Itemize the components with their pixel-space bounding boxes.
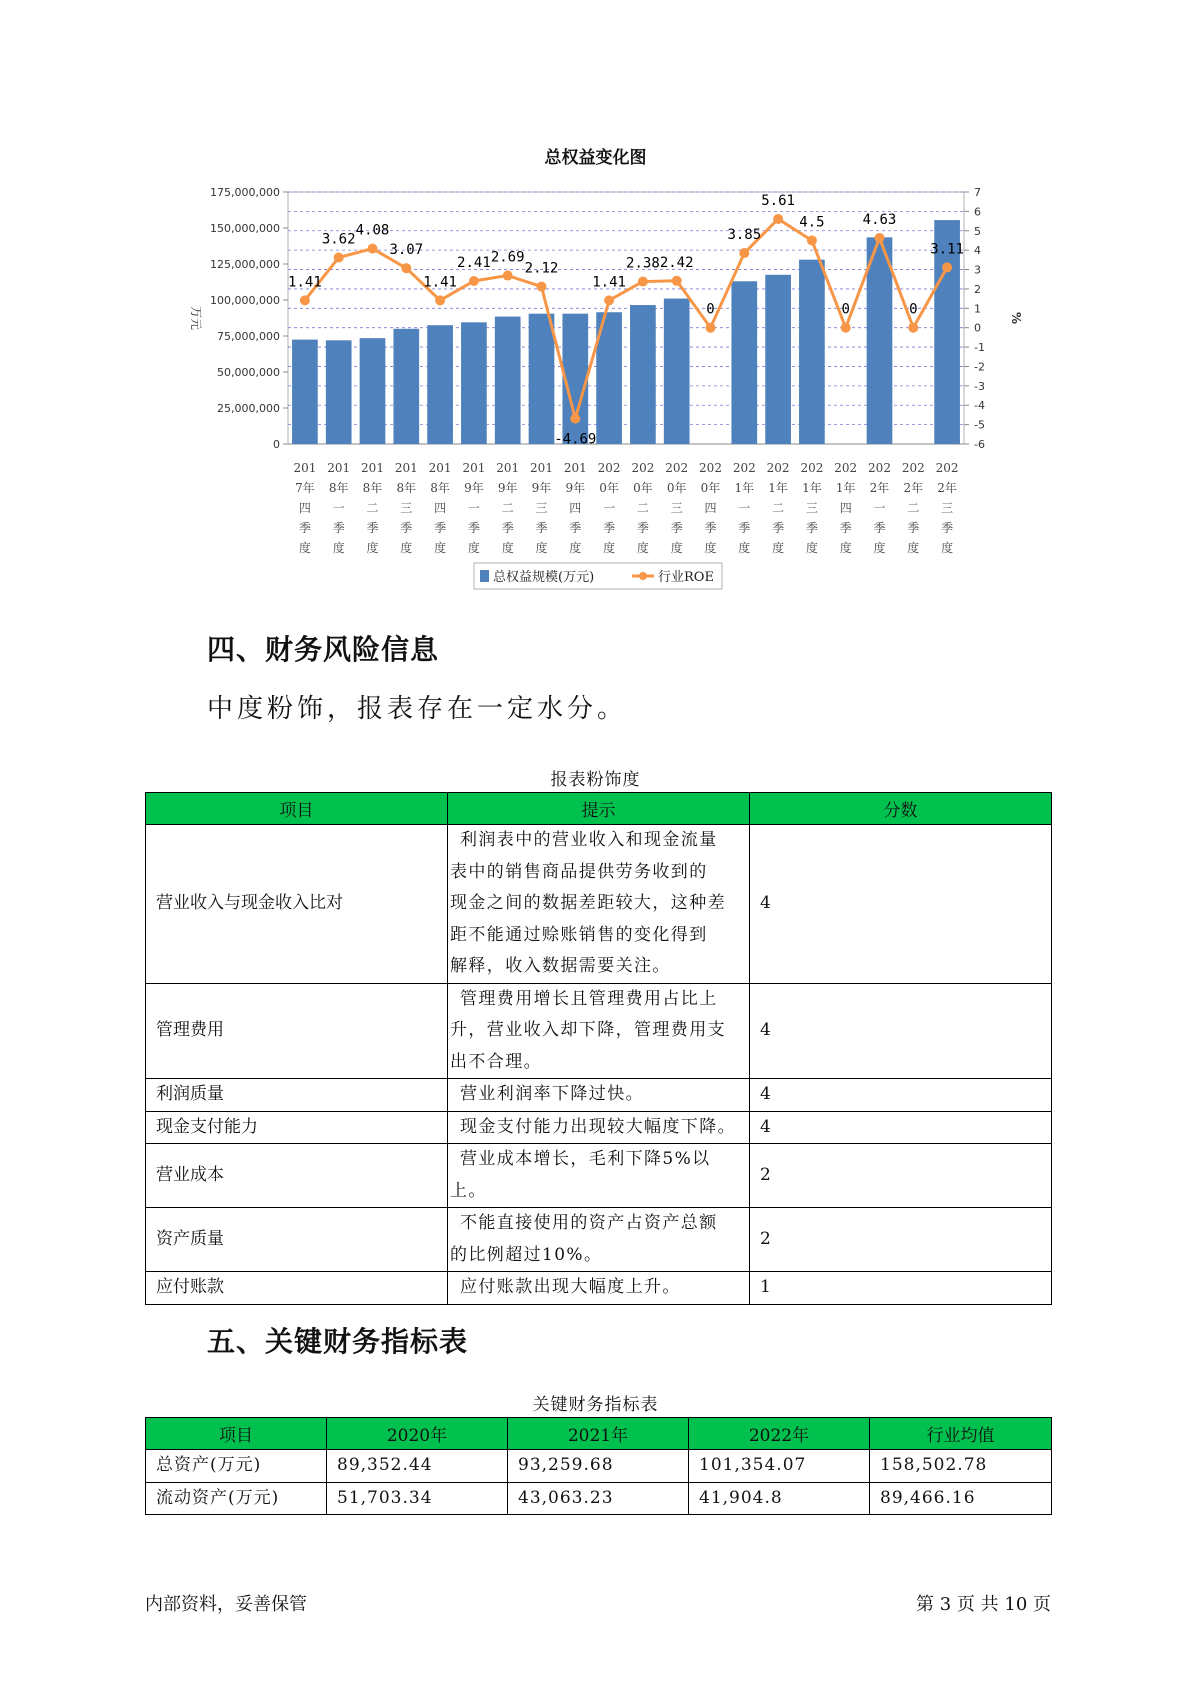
x-tick-label: 9年 (497, 481, 518, 495)
y2-tick-label: 7 (974, 186, 981, 199)
risk-hint-line: 利润表中的营业收入和现金流量 (460, 830, 718, 850)
x-tick-label: 四 (434, 501, 447, 515)
metrics-table-header (146, 1418, 1052, 1450)
x-tick-label: 季 (738, 521, 751, 535)
x-tick-label: 9年 (565, 481, 586, 495)
roe-data-label: 0 (706, 301, 715, 318)
x-tick-label: 三 (670, 501, 683, 515)
x-tick-label: 8年 (328, 481, 349, 495)
risk-hint-line: 升，营业收入却下降，管理费用支 (450, 1020, 726, 1040)
y2-tick-label: 0 (974, 321, 981, 335)
x-tick-label: 202 (901, 461, 925, 475)
x-tick-label: 季 (298, 521, 311, 535)
roe-point (604, 295, 614, 305)
x-tick-label: 一 (873, 501, 886, 515)
x-tick-label: 202 (665, 461, 689, 475)
x-tick-label: 9年 (464, 481, 484, 495)
x-tick-label: 季 (873, 521, 886, 535)
y-tick-label: 125,000,000 (210, 258, 280, 271)
roe-data-label: 4.08 (355, 222, 390, 239)
roe-point (570, 414, 580, 424)
x-tick-label: 202 (699, 461, 722, 475)
x-tick-label: 0年 (599, 481, 619, 495)
x-tick-label: 202 (631, 461, 655, 475)
x-tick-label: 二 (907, 501, 920, 515)
x-tick-label: 度 (501, 541, 514, 555)
x-tick-label: 度 (805, 541, 818, 555)
metrics-table-caption: 关键财务指标表 (532, 1395, 659, 1415)
roe-data-label: 2.12 (524, 260, 559, 277)
x-tick-label: 季 (366, 521, 379, 535)
risk-item-cell: 现金支付能力 (146, 1111, 448, 1144)
x-tick-label: 四 (839, 501, 852, 515)
table-row (146, 1111, 1052, 1144)
risk-hint-line: 应付账款出现大幅度上升。 (460, 1277, 681, 1297)
y-tick-label: 150,000,000 (210, 222, 280, 235)
x-tick-label: 度 (366, 541, 379, 555)
x-tick-label: 季 (501, 521, 514, 535)
roe-data-label: 3.07 (389, 242, 424, 259)
x-tick-label: 二 (501, 501, 514, 515)
roe-point (469, 276, 479, 286)
risk-hint-line: 解释，收入数据需要关注。 (450, 956, 671, 976)
metrics-header-cell: 项目 (146, 1418, 327, 1450)
x-tick-label: 8年 (430, 481, 450, 495)
risk-item-cell: 资产质量 (146, 1208, 448, 1272)
roe-data-label: 4.63 (862, 211, 897, 228)
metrics-cell: 总资产(万元) (146, 1450, 327, 1483)
roe-data-label: 2.69 (490, 249, 525, 266)
y2-tick-label: 1 (974, 302, 981, 316)
risk-header-cell: 分数 (750, 793, 1052, 825)
x-tick-label: 2年 (903, 481, 924, 495)
risk-score-cell: 2 (750, 1144, 1052, 1208)
roe-point (368, 244, 378, 254)
metrics-cell: 89,352.44 (327, 1450, 508, 1483)
equity-bar (630, 305, 656, 444)
risk-hint-cell (448, 1208, 750, 1272)
x-tick-label: 7年 (295, 481, 315, 495)
metrics-cell: 89,466.16 (870, 1482, 1052, 1515)
roe-data-label: 2.41 (457, 254, 491, 271)
metrics-cell: 41,904.8 (689, 1482, 870, 1515)
x-tick-label: 度 (772, 541, 785, 555)
risk-header-cell: 提示 (448, 793, 750, 825)
roe-point (503, 271, 513, 281)
x-tick-label: 9年 (531, 481, 552, 495)
x-tick-label: 1年 (835, 481, 856, 495)
risk-hint-cell (448, 825, 750, 984)
x-tick-label: 二 (366, 501, 379, 515)
roe-data-label: 2.42 (659, 254, 694, 271)
table-row (146, 1079, 1052, 1112)
metrics-header-cell: 行业均值 (870, 1418, 1052, 1450)
risk-hint-line: 出不合理。 (450, 1051, 542, 1072)
x-tick-label: 201 (563, 461, 587, 475)
risk-section-heading: 四、财务风险信息 (207, 633, 440, 666)
roe-point (401, 263, 411, 273)
y2-tick-label: -2 (974, 360, 985, 374)
roe-data-label: 3.85 (727, 227, 762, 244)
table-row (146, 1482, 1052, 1515)
roe-point (537, 282, 547, 292)
risk-hint-line: 的比例超过10%。 (450, 1244, 603, 1265)
y2-tick-label: -5 (974, 418, 985, 432)
roe-point (739, 248, 749, 258)
roe-point (841, 323, 851, 333)
x-tick-label: 季 (467, 521, 480, 535)
chart-title: 总权益变化图 (544, 148, 647, 168)
x-tick-label: 202 (868, 461, 891, 475)
legend-bar-label: 总权益规模(万元) (493, 570, 595, 585)
risk-header-cell: 项目 (146, 793, 448, 825)
x-tick-label: 度 (738, 541, 751, 555)
metrics-cell: 158,502.78 (870, 1450, 1052, 1483)
equity-bar (799, 260, 825, 444)
x-tick-label: 201 (530, 461, 553, 475)
risk-item-cell: 营业收入与现金收入比对 (146, 825, 448, 984)
x-tick-label: 202 (597, 461, 621, 475)
risk-hint-line: 现金支付能力出现较大幅度下降。 (460, 1116, 736, 1137)
y-tick-label: 50,000,000 (217, 366, 280, 379)
x-tick-label: 2年 (869, 481, 890, 495)
roe-data-label: 5.61 (761, 192, 795, 209)
plot-area (288, 192, 964, 444)
y2-tick-label: 6 (974, 205, 981, 219)
x-tick-label: 季 (670, 521, 683, 535)
x-tick-label: 四 (298, 501, 311, 515)
y2-tick-label: 5 (974, 224, 981, 238)
x-tick-label: 度 (941, 541, 954, 555)
x-tick-label: 202 (834, 461, 858, 475)
x-tick-label: 季 (332, 521, 345, 535)
risk-table (145, 792, 1052, 1305)
y-tick-label: 75,000,000 (217, 330, 280, 343)
x-tick-label: 202 (732, 461, 756, 475)
roe-data-label: 2.38 (626, 255, 660, 272)
x-tick-label: 季 (839, 521, 852, 535)
x-tick-label: 1年 (802, 481, 822, 495)
equity-bar (461, 322, 487, 444)
roe-data-label: 3.62 (321, 231, 356, 248)
legend-line-label: 行业ROE (658, 570, 714, 585)
equity-bar (292, 340, 318, 444)
roe-data-label: 4.5 (799, 214, 825, 231)
metrics-header-cell: 2022年 (689, 1418, 870, 1450)
legend-line-marker (639, 572, 647, 580)
metrics-header-cell: 2021年 (508, 1418, 689, 1450)
risk-score-cell: 4 (750, 825, 1052, 984)
metrics-cell: 93,259.68 (508, 1450, 689, 1483)
x-tick-label: 201 (327, 461, 351, 475)
x-tick-label: 0年 (700, 481, 721, 495)
risk-item-cell: 管理费用 (146, 983, 448, 1079)
equity-bar (765, 275, 791, 444)
x-tick-label: 季 (603, 521, 616, 535)
risk-item-cell: 营业成本 (146, 1144, 448, 1208)
table-row (146, 1450, 1052, 1483)
equity-chart (0, 170, 1191, 590)
risk-score-cell: 2 (750, 1208, 1052, 1272)
x-tick-label: 度 (839, 541, 852, 555)
x-tick-label: 三 (805, 501, 818, 515)
risk-hint-line: 表中的销售商品提供劳务收到的 (450, 861, 708, 882)
x-tick-label: 202 (935, 461, 959, 475)
x-tick-label: 季 (636, 521, 649, 535)
x-tick-label: 季 (704, 521, 717, 535)
x-tick-label: 度 (535, 541, 548, 555)
risk-item-cell: 利润质量 (146, 1079, 448, 1112)
roe-data-label: 0 (841, 301, 850, 318)
risk-hint-line: 管理费用增长且管理费用占比上 (460, 988, 718, 1009)
x-tick-label: 1年 (768, 481, 788, 495)
risk-hint-line: 营业利润率下降过快。 (460, 1084, 644, 1104)
y-tick-label: 100,000,000 (210, 294, 280, 307)
roe-data-label: 1.41 (423, 274, 457, 291)
x-tick-label: 一 (738, 501, 751, 515)
risk-hint-cell (448, 1079, 750, 1112)
x-tick-label: 季 (569, 521, 582, 535)
table-row (146, 1144, 1052, 1208)
risk-hint-cell (448, 1111, 750, 1144)
y2-tick-label: 2 (974, 282, 981, 296)
x-tick-label: 四 (569, 501, 582, 515)
roe-point (942, 262, 952, 272)
metrics-cell: 101,354.07 (689, 1450, 870, 1483)
roe-point (773, 214, 783, 224)
x-tick-label: 三 (535, 501, 548, 515)
x-tick-label: 季 (941, 521, 954, 535)
x-tick-label: 202 (766, 461, 790, 475)
roe-point (300, 295, 310, 305)
equity-bar (427, 325, 453, 444)
x-tick-label: 201 (361, 461, 384, 475)
x-tick-label: 四 (704, 501, 717, 515)
y2-tick-label: -1 (974, 341, 985, 355)
roe-point (638, 277, 648, 287)
roe-point (807, 235, 817, 245)
risk-hint-cell (448, 1144, 750, 1208)
y-tick-label: 0 (273, 438, 280, 451)
table-row (146, 825, 1052, 984)
y2-tick-label: -6 (974, 438, 985, 451)
equity-bar (664, 299, 690, 444)
x-tick-label: 度 (467, 541, 480, 555)
x-tick-label: 度 (704, 541, 717, 555)
x-tick-label: 度 (670, 541, 683, 555)
y2-tick-label: 4 (974, 244, 981, 258)
risk-table-header (146, 793, 1052, 825)
metrics-header-cell: 2020年 (327, 1418, 508, 1450)
x-tick-label: 0年 (666, 481, 687, 495)
x-tick-label: 0年 (633, 481, 653, 495)
table-row (146, 1208, 1052, 1272)
x-tick-label: 201 (394, 461, 418, 475)
x-tick-label: 201 (428, 461, 452, 475)
y2-tick-label: 3 (974, 263, 981, 277)
x-tick-label: 202 (800, 461, 824, 475)
risk-hint-line: 距不能通过赊账销售的变化得到 (450, 924, 708, 945)
roe-point (672, 276, 682, 286)
roe-data-label: 1.41 (592, 274, 626, 291)
risk-summary: 中度粉饰，报表存在一定水分。 (207, 694, 628, 724)
risk-score-cell: 4 (750, 1079, 1052, 1112)
y2-tick-label: -4 (974, 399, 985, 413)
x-tick-label: 一 (332, 501, 345, 515)
x-tick-label: 度 (298, 541, 311, 555)
risk-hint-cell (448, 1272, 750, 1305)
equity-bar (326, 340, 352, 444)
table-row (146, 983, 1052, 1079)
x-tick-label: 三 (400, 501, 413, 515)
risk-table-caption: 报表粉饰度 (550, 770, 641, 790)
metrics-cell: 流动资产(万元) (146, 1482, 327, 1515)
x-tick-label: 201 (293, 461, 317, 475)
x-tick-label: 1年 (734, 481, 755, 495)
equity-bar (393, 329, 419, 444)
x-tick-label: 季 (772, 521, 785, 535)
x-tick-label: 度 (603, 541, 616, 555)
roe-data-label: 0 (909, 301, 918, 318)
x-tick-label: 季 (805, 521, 818, 535)
x-tick-label: 三 (941, 501, 954, 515)
x-tick-label: 8年 (396, 481, 417, 495)
roe-point (875, 233, 885, 243)
metrics-table (145, 1417, 1052, 1515)
risk-item-cell: 应付账款 (146, 1272, 448, 1305)
roe-point (706, 323, 716, 333)
risk-hint-cell (448, 983, 750, 1079)
roe-point (908, 323, 918, 333)
x-tick-label: 2年 (937, 481, 957, 495)
x-tick-label: 一 (467, 501, 480, 515)
x-tick-label: 度 (907, 541, 920, 555)
metrics-cell: 51,703.34 (327, 1482, 508, 1515)
x-tick-label: 度 (332, 541, 345, 555)
equity-bar (731, 281, 757, 444)
equity-bar (867, 237, 893, 444)
x-tick-label: 度 (434, 541, 447, 555)
roe-point (334, 253, 344, 263)
x-tick-label: 8年 (362, 481, 383, 495)
roe-data-label: 1.41 (288, 274, 322, 291)
x-tick-label: 二 (636, 501, 649, 515)
footer-page-number: 第 3 页 共 10 页 (916, 1594, 1051, 1615)
y-tick-label: 25,000,000 (217, 402, 280, 415)
y2-tick-label: -3 (974, 379, 985, 393)
x-tick-label: 二 (772, 501, 785, 515)
roe-point (435, 295, 445, 305)
risk-score-cell: 1 (750, 1272, 1052, 1305)
equity-bar (529, 314, 555, 444)
x-tick-label: 201 (496, 461, 520, 475)
roe-data-label: 3.11 (930, 241, 964, 258)
x-tick-label: 一 (603, 501, 616, 515)
footer-confidential-note: 内部资料，妥善保管 (145, 1594, 307, 1615)
risk-hint-line: 不能直接使用的资产占资产总额 (460, 1213, 718, 1233)
x-tick-label: 度 (569, 541, 582, 555)
y2-axis-label: % (1009, 311, 1023, 325)
legend-bar-swatch (480, 570, 489, 582)
y-tick-label: 175,000,000 (210, 186, 280, 199)
x-tick-label: 度 (636, 541, 649, 555)
risk-hint-line: 营业成本增长，毛利下降5%以上。 (450, 1149, 711, 1201)
roe-data-label: -4.69 (554, 431, 597, 448)
x-tick-label: 201 (462, 461, 486, 475)
metrics-cell: 43,063.23 (508, 1482, 689, 1515)
x-tick-label: 季 (400, 521, 413, 535)
x-tick-label: 季 (434, 521, 447, 535)
risk-hint-line: 现金之间的数据差距较大，这种差 (450, 893, 726, 913)
x-tick-label: 度 (400, 541, 413, 555)
metrics-section-heading: 五、关键财务指标表 (207, 1325, 469, 1358)
risk-score-cell: 4 (750, 983, 1052, 1079)
x-tick-label: 度 (873, 541, 886, 555)
table-row (146, 1272, 1052, 1305)
y-axis-label: 万元 (189, 305, 203, 331)
equity-bar (360, 338, 386, 444)
equity-bar (495, 317, 521, 444)
x-tick-label: 季 (907, 521, 920, 535)
x-tick-label: 季 (535, 521, 548, 535)
risk-score-cell: 4 (750, 1111, 1052, 1144)
